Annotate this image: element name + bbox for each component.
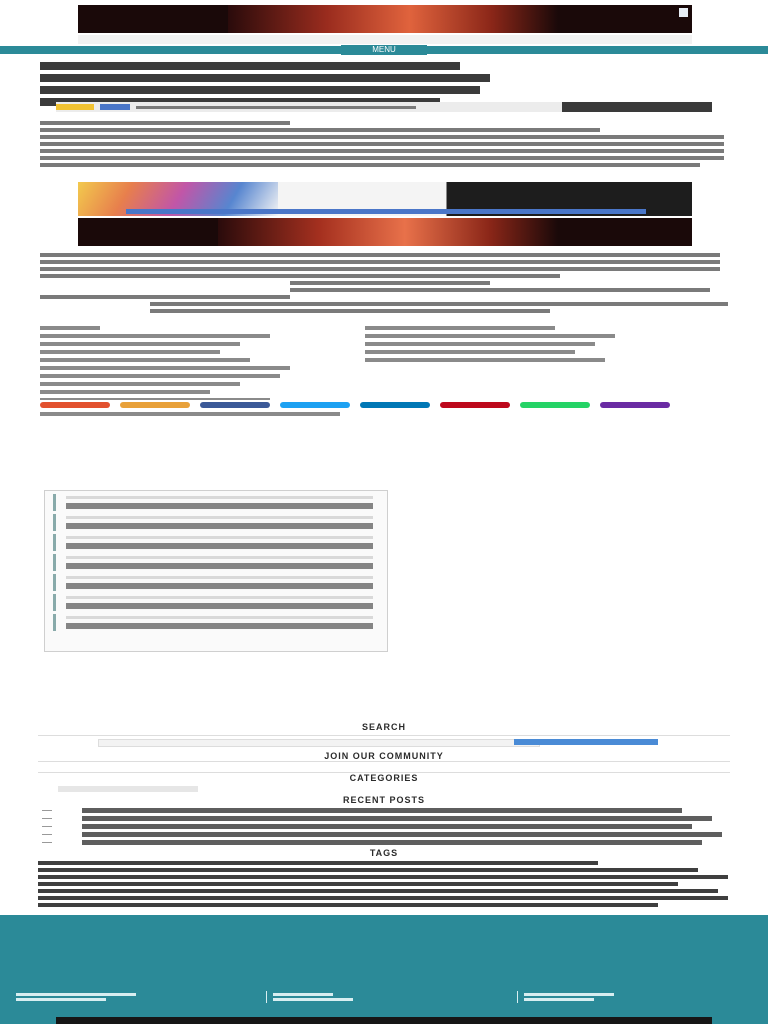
list-item[interactable]: [53, 574, 379, 591]
list-item[interactable]: [53, 554, 379, 571]
list-item[interactable]: [53, 614, 379, 631]
recent-post-link[interactable]: [82, 832, 722, 837]
ad-close-icon[interactable]: [679, 8, 688, 17]
share-buttons: [40, 402, 680, 410]
list-item[interactable]: [53, 514, 379, 531]
footer-link[interactable]: [266, 991, 512, 1003]
related-link[interactable]: [40, 374, 280, 378]
article-body: [40, 118, 730, 170]
list-item[interactable]: [53, 534, 379, 551]
related-link[interactable]: [365, 358, 605, 362]
recent-post-link[interactable]: [82, 808, 682, 813]
document-details: [40, 250, 728, 400]
footer-nav: [0, 991, 768, 1003]
top-ad-banner[interactable]: [78, 5, 692, 33]
categories-widget-title: CATEGORIES: [349, 773, 419, 783]
sidebar-widgets: [38, 722, 730, 912]
search-input[interactable]: [98, 739, 540, 747]
ad-caption: [78, 35, 692, 44]
search-widget-title: SEARCH: [361, 722, 406, 732]
related-link[interactable]: [365, 334, 615, 338]
bottom-ad-banner[interactable]: [56, 1017, 712, 1024]
related-heading: [40, 326, 100, 330]
list-item[interactable]: [53, 594, 379, 611]
footer-link[interactable]: [10, 991, 260, 1003]
recent-post-link[interactable]: [82, 824, 692, 829]
share-button[interactable]: [520, 402, 590, 408]
related-link[interactable]: [40, 334, 270, 338]
related-list-right: [365, 322, 615, 366]
article-meta-bar: [56, 102, 712, 112]
community-links[interactable]: [38, 761, 730, 773]
related-link[interactable]: [40, 390, 210, 394]
related-link[interactable]: [40, 366, 290, 370]
tags-title: TAGS: [369, 848, 399, 858]
recent-posts-title: RECENT POSTS: [342, 795, 425, 805]
related-link[interactable]: [365, 342, 595, 346]
promo-banner-button[interactable]: [126, 209, 646, 214]
related-link[interactable]: [40, 398, 270, 400]
related-link[interactable]: [40, 342, 240, 346]
middle-ad-banner[interactable]: [78, 218, 692, 246]
share-button[interactable]: [120, 402, 190, 408]
related-link[interactable]: [40, 382, 240, 386]
related-link[interactable]: [365, 350, 575, 354]
community-widget-title: JOIN OUR COMMUNITY: [324, 751, 444, 761]
search-button[interactable]: [514, 739, 658, 745]
share-button[interactable]: [40, 402, 110, 408]
related-link[interactable]: [365, 326, 555, 330]
share-button[interactable]: [200, 402, 270, 408]
results-list: [44, 490, 388, 652]
search-form: [38, 735, 730, 748]
footer-link[interactable]: [517, 991, 763, 1003]
related-link[interactable]: [40, 358, 250, 362]
share-button[interactable]: [360, 402, 430, 408]
recent-post-link[interactable]: [82, 840, 702, 845]
recent-post-link[interactable]: [82, 816, 712, 821]
footer: [0, 915, 768, 1024]
share-caption: [40, 412, 340, 416]
categories-select[interactable]: [58, 786, 198, 792]
share-button[interactable]: [600, 402, 670, 408]
list-item[interactable]: [53, 494, 379, 511]
article: [40, 58, 730, 178]
menu-bar: [0, 46, 768, 54]
related-list-left: [40, 322, 290, 400]
share-button[interactable]: [440, 402, 510, 408]
article-title: [40, 62, 730, 106]
share-button[interactable]: [280, 402, 350, 408]
promo-banner[interactable]: [78, 182, 692, 216]
tag-cloud[interactable]: [38, 861, 730, 907]
related-link[interactable]: [40, 350, 220, 354]
menu-button[interactable]: MENU: [341, 45, 427, 55]
